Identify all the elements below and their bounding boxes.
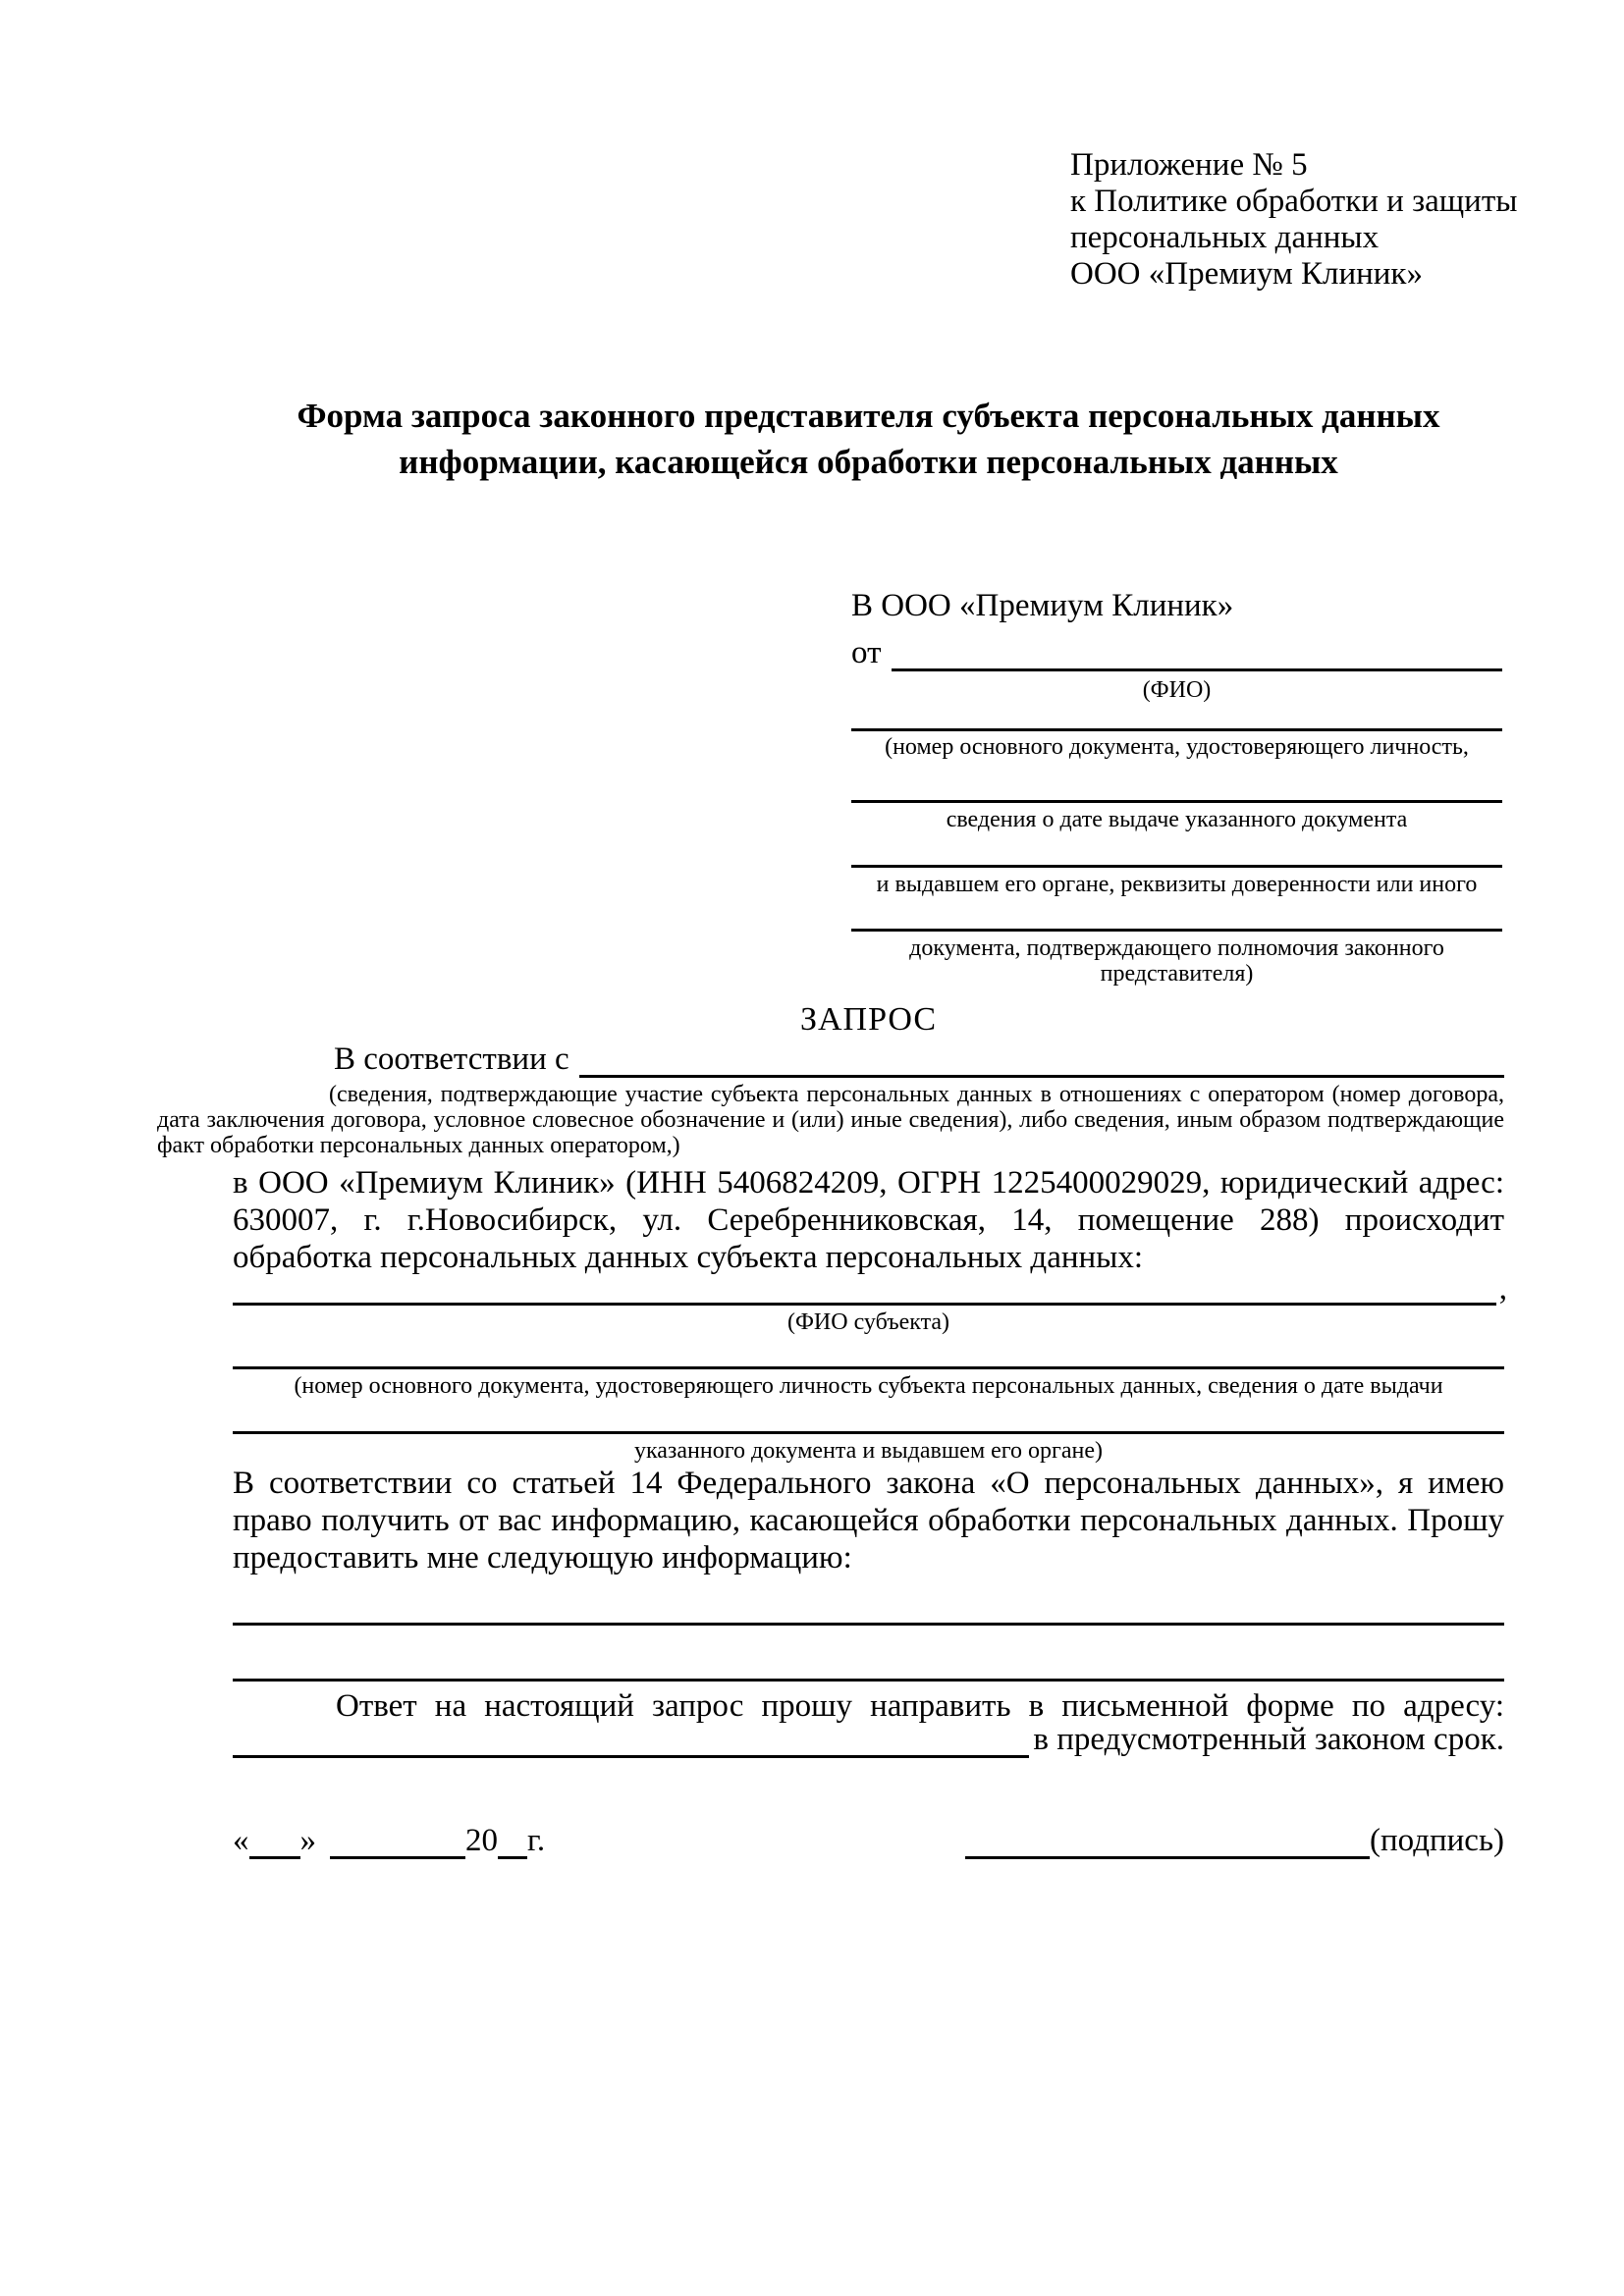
- blank-line: [851, 703, 1502, 731]
- fio-caption: (ФИО): [1142, 677, 1212, 703]
- appendix-line: персональных данных: [1070, 220, 1380, 255]
- blank-line-caption: и выдавшем его органе, реквизиты доверенности или иного: [876, 872, 1478, 897]
- address-fill-line: [233, 1755, 1029, 1758]
- quote-close: »: [299, 1823, 316, 1858]
- appendix-line: Приложение № 5: [1070, 147, 1308, 183]
- law-paragraph: В соответствии со статьей 14 Федерального закона «О персональных данных», я имею право получить от вас информацию, касающейся обработки персональных данных. Прошу предоставить мне следующую информацию:: [233, 1466, 1504, 1575]
- signature-field: [965, 1822, 1504, 1859]
- subject-doc-caption: (номер основного документа, удостоверяющего личность субъекта персональных данных, сведения о дате выдачи: [294, 1373, 1443, 1399]
- year-prefix: 20: [465, 1823, 498, 1858]
- subject-doc-caption: указанного документа и выдавшем его органе): [633, 1438, 1104, 1464]
- subject-fill-line: [233, 1303, 1496, 1306]
- answer-tail: в предусмотренный законом срок.: [1033, 1722, 1504, 1757]
- appendix-line: к Политике обработки и защиты: [1070, 184, 1518, 219]
- signature-caption: (подпись): [1370, 1823, 1504, 1858]
- date-fill-segment: [249, 1856, 300, 1859]
- document-title: [233, 393, 1504, 485]
- accordance-note: (сведения, подтверждающие участие субъекта персональных данных в отношениях с оператором (номер договора, дата заключения договора, условное словесное обозначение и (или) иные сведения), либо сведения, иным образом подтверждающие факт обработки персональных данных оператором,): [157, 1082, 1504, 1158]
- blank-line: [851, 840, 1502, 868]
- subject-comma: ,: [1498, 1271, 1507, 1307]
- appendix-block: [1070, 147, 1532, 293]
- document-title-line2: информации, касающейся обработки персональных данных: [399, 443, 1338, 481]
- blank-line: [851, 904, 1502, 932]
- addressee-org: В ООО «Премиум Клиник»: [851, 588, 1234, 623]
- blank-line: [851, 775, 1502, 803]
- subject-fio-row: [233, 1270, 1507, 1306]
- date-fill-segment: [498, 1856, 527, 1859]
- info-fill-line: [233, 1597, 1504, 1626]
- request-heading: ЗАПРОС: [799, 1001, 938, 1038]
- blank-line-caption: (номер основного документа, удостоверяющего личность,: [885, 734, 1469, 760]
- year-suffix: г.: [527, 1823, 546, 1858]
- accordance-row: [233, 1039, 1504, 1078]
- date-fill-segment: [330, 1856, 465, 1859]
- date-field: [233, 1822, 545, 1859]
- quote-open: «: [233, 1823, 249, 1858]
- operator-paragraph: в ООО «Премиум Клиник» (ИНН 5406824209, ОГРН 1225400029029, юридический адрес: 630007, г. г.Новосибирск, ул. Серебренниковская, 14, помещение 288) происходит обработка персональных данных субъекта персональных данных:: [233, 1165, 1504, 1275]
- from-label: от: [851, 635, 882, 670]
- signature-fill-line: [965, 1856, 1370, 1859]
- document-title-line1: Форма запроса законного представителя субъекта персональных данных: [297, 397, 1440, 435]
- answer-paragraph: Ответ на настоящий запрос прошу направить в письменной форме по адресу:: [336, 1688, 1504, 1724]
- blank-line: [233, 1341, 1504, 1369]
- subject-fio-caption: (ФИО субъекта): [786, 1309, 950, 1335]
- from-fill-line: [892, 668, 1503, 671]
- info-fill-line: [233, 1653, 1504, 1682]
- accordance-label: В соответствии с: [334, 1041, 569, 1077]
- appendix-line: ООО «Премиум Клиник»: [1070, 256, 1423, 292]
- signature-row: [233, 1822, 1504, 1859]
- from-row: [851, 624, 1502, 671]
- blank-line: [233, 1406, 1504, 1434]
- blank-line-caption: сведения о дате выдаче указанного документа: [946, 807, 1408, 832]
- blank-line-caption: документа, подтверждающего полномочия законного представителя): [909, 935, 1444, 987]
- accordance-fill-line: [579, 1075, 1504, 1078]
- answer-address-row: [233, 1721, 1504, 1758]
